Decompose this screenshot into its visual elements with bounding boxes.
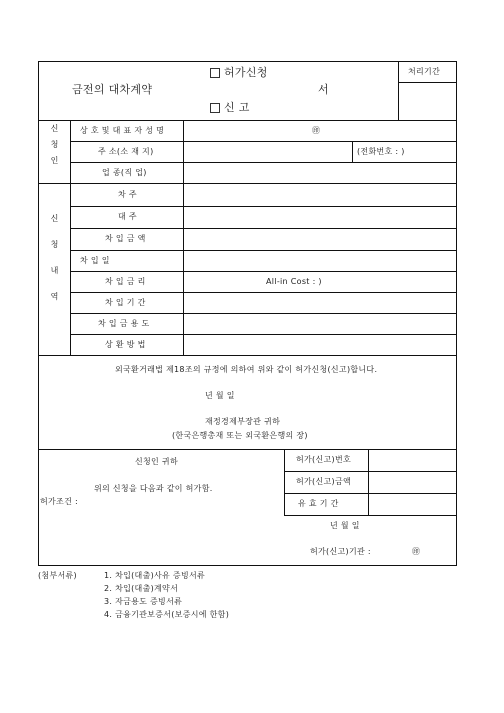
permit-option-label: 허가신청 [224,66,268,79]
allin-cost-label: All-in Cost : ) [266,277,322,286]
business-label: 업 종(직 업) [102,168,147,177]
declaration-date: 년 월 일 [205,391,235,400]
declaration-text: 외국환거래법 제18조의 규정에 의하여 위와 같이 허가신청(신고)합니다. [115,365,378,374]
approval-date: 년 월 일 [330,521,360,530]
rate-label: 차 입 금 리 [105,277,146,286]
valid-period-label: 유 효 기 간 [298,499,339,508]
attachments-label: (첨부서류) [38,571,77,580]
report-checkbox[interactable] [210,103,220,113]
attachment-item: 4. 금융기관보증서(보증시에 한함) [104,610,230,619]
permit-conditions: 허가조건 : [40,497,78,506]
processing-period-label: 처리기간 [408,67,441,76]
addressee: 재정경제부장관 귀하 [205,417,281,426]
details-section-label: 신청내역 [50,214,59,318]
report-option-label: 신 고 [224,101,250,114]
authority-label: 허가(신고)기관 : [310,547,371,556]
addressee-sub: (한국은행총재 또는 외국환은행의 장) [172,431,308,440]
form-title: 금전의 대차계약 [72,83,153,96]
date-label: 차 입 일 [80,256,110,265]
permit-amount-label: 허가(신고)금액 [296,477,352,486]
doc-suffix: 서 [318,83,329,96]
repayment-label: 상 환 방 법 [105,340,146,349]
phone-label: (전화번호 : ) [357,147,405,156]
permit-number-label: 허가(신고)번호 [296,455,352,464]
attachment-item: 3. 자금용도 증빙서류 [104,597,183,606]
permit-checkbox[interactable] [210,68,220,78]
attachment-item: 2. 차입(대출)계약서 [104,584,179,593]
amount-label: 차 입 금 액 [105,234,146,243]
approve-text: 위의 신청을 다음과 같이 허가함. [94,484,213,493]
lender-label: 차 주 [118,190,137,199]
name-label: 상 호 및 대 표 자 성 명 [80,126,165,135]
authority-seal: ㊞ [412,547,421,556]
address-label: 주 소(소 재 지) [98,147,154,156]
purpose-label: 차 입 금 용 도 [98,319,150,328]
attachment-item: 1. 차입(대출)사유 증빙서류 [104,571,206,580]
borrower-label: 대 주 [118,212,137,221]
applicant-section-label: 신청인 [50,124,59,172]
period-label: 차 입 기 간 [105,298,146,307]
to-applicant: 신청인 귀하 [135,457,178,466]
name-seal: ㊞ [312,126,321,135]
